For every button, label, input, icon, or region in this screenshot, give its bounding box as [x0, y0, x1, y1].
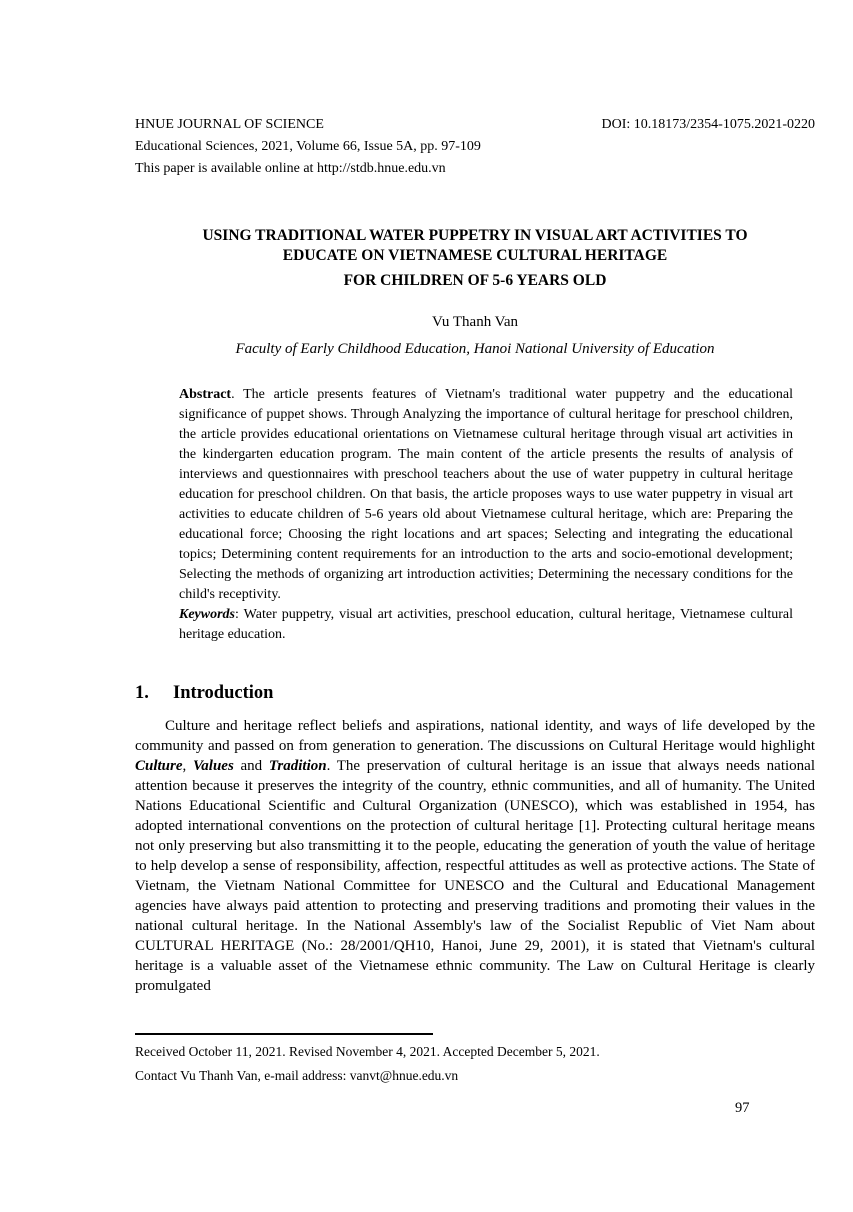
abstract-label: Abstract [179, 387, 232, 402]
intro-separator-2: and [233, 758, 269, 774]
journal-header [135, 114, 815, 180]
abstract-paragraph [179, 385, 793, 605]
intro-emphasis-tradition: Tradition [268, 758, 327, 774]
footnote [135, 1040, 815, 1088]
journal-header-row [135, 114, 815, 136]
doi: DOI: 10.18173/2354-1075.2021-0220 [601, 117, 815, 132]
introduction-paragraph [135, 716, 815, 996]
footnote-received: Received October 11, 2021. Revised November 4, 2021. Accepted December 5, 2021. [135, 1044, 600, 1059]
footnote-contact: Contact Vu Thanh Van, e-mail address: vanvt@hnue.edu.vn [135, 1068, 459, 1083]
intro-text-2: . The preservation of cultural heritage is an issue that always needs national attention because it preserves the integrity of the country, ethnic communities, and all of humanity. The United Nations Educational Scientific and Cultural Organization (UNESCO), which was established in 1954, has adopted international conventions on the protection of cultural heritage [1]. Protecting cultural heritage means not only preserving but also transmitting it to the people, educating the generation of youth the value of heritage to help develop a sense of responsibility, affection, respectful attitudes as well as protective actions. The State of Vietnam, the Vietnam National Committee for UNESCO and the Cultural and Educational Management agencies have always paid attention to protecting and preserving traditions and promoting their values in the national cultural heritage. In the National Assembly's law of the Socialist Republic of Viet Nam about CULTURAL HERITAGE (No.: 28/2001/QH10, Hanoi, June 29, 2001), it is stated that Vietnam's cultural heritage is a valuable asset of the Vietnamese ethnic community. The Law on Cultural Heritage is clearly promulgated [135, 758, 815, 994]
abstract-block [179, 385, 793, 645]
abstract-text: . The article presents features of Vietnam's traditional water puppetry and the educational significance of puppet shows. Through Analyzing the importance of cultural heritage for preschool children, the article provides educational orientations on Vietnamese cultural heritage through visual art activities in the kindergarten education program. The main content of the article presents the results of analysis of interviews and questionnaires with preschool teachers about the use of water puppetry in cultural heritage education for preschool children. On that basis, the article proposes ways to use water puppetry in visual art activities to educate children of 5-6 years old about Vietnamese cultural heritage, which are: Preparing the educational force; Choosing the right locations and art spaces; Selecting and integrating the educational topics; Determining content requirements for an introduction to the arts and socio-emotional development; Selecting the methods of organizing art introduction activities; Determining the necessary conditions for the child's receptivity. [179, 387, 793, 602]
footnote-separator [135, 1033, 433, 1035]
availability-line: This paper is available online at http://stdb.hnue.edu.vn [135, 161, 446, 176]
journal-name: HNUE JOURNAL OF SCIENCE [135, 117, 324, 132]
section-heading-introduction [135, 680, 815, 706]
intro-separator-1: , [182, 758, 193, 774]
page-number: 97 [735, 1100, 750, 1116]
title-line-1: USING TRADITIONAL WATER PUPPETRY IN VISUAL ART ACTIVITIES TO [202, 227, 748, 244]
article-title [135, 226, 815, 291]
keywords-text: : Water puppetry, visual art activities, preschool education, cultural heritage, Vietnamese cultural heritage education. [179, 607, 793, 642]
keywords-paragraph [179, 605, 793, 645]
title-line-3: FOR CHILDREN OF 5-6 YEARS OLD [343, 272, 607, 289]
intro-emphasis-culture: Culture [135, 758, 183, 774]
section-number: 1. [135, 683, 149, 703]
keywords-label: Keywords [179, 607, 235, 622]
section-title: Introduction [173, 683, 274, 703]
author-name: Vu Thanh Van [431, 314, 519, 330]
issue-line: Educational Sciences, 2021, Volume 66, Issue 5A, pp. 97-109 [135, 139, 481, 154]
title-line-2: EDUCATE ON VIETNAMESE CULTURAL HERITAGE [282, 247, 668, 264]
author-affiliation: Faculty of Early Childhood Education, Hanoi National University of Education [235, 341, 715, 357]
intro-text-1: Culture and heritage reflect beliefs and aspirations, national identity, and ways of life developed by the community and passed on from generation to generation. The discussions on Cultural Heritage would highlight [135, 718, 815, 754]
intro-emphasis-values: Values [192, 758, 234, 774]
